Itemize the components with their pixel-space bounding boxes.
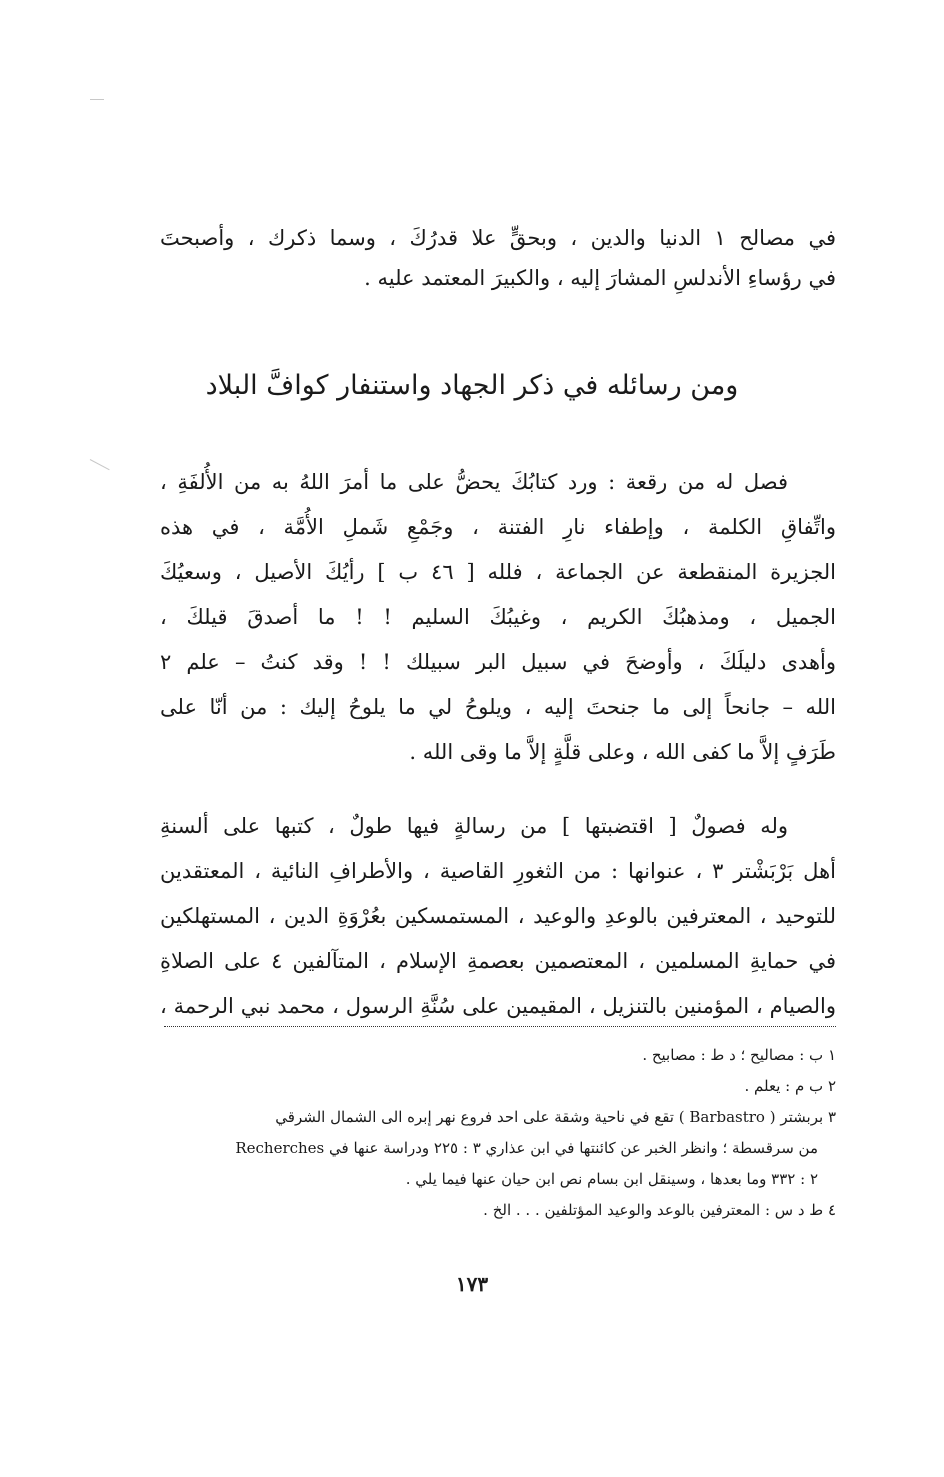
footnotes [156, 1040, 836, 1226]
text-line: الجزيرة المنقطعة عن الجماعة ، فلله [ ٤٦ ب ] رأيُكَ الأصيل ، وسعيُكَ [160, 560, 836, 584]
text-line: واتِّفاقِ الكلمة ، وإطفاء نارِ الفتنة ، وجَمْعِ شَملِ الأُمَّة ، في هذه [160, 515, 836, 539]
text-line: أهل بَرْبَشْتر ٣ ، عنوانها : من الثغورِ القاصية ، والأطرافِ النائية ، المعتقدين [160, 859, 836, 883]
text-line: وله فصولٌ [ اقتضبتها ] من رسالةٍ فيها طولٌ ، كتبها على ألسنةِ [160, 814, 788, 838]
text-line: في رؤساءِ الأندلسِ المشارَ إليه ، والكبيرَ المعتمد عليه . [364, 266, 836, 290]
paragraph [160, 460, 836, 775]
text-line: طَرَفٍ إلاَّ ما كفى الله ، وعلى قلَّةٍ إلاَّ ما وقى الله . [409, 740, 836, 764]
scan-margin-mark [90, 99, 104, 100]
text-line: للتوحيد ، المعترفين بالوعدِ والوعيد ، المستمسكين بعُرْوَةِ الدين ، المستهلكين [160, 904, 836, 928]
top-paragraph [160, 218, 836, 298]
footnote-continuation: من سرقسطة ؛ وانظر الخبر عن كائنتها في ابن عذاري ٣ : ٢٢٥ ودراسة عنها في Recherches [235, 1139, 818, 1157]
footnote: ٣ بربشتر ( Barbastro ) تقع في ناحية وشقة على احد فروع نهر إبره الى الشمال الشرقي [275, 1108, 836, 1126]
text-line: وأهدى دليلَكَ ، وأوضحَ في سبيل البر سبيلك ! ! وقد كنتُ – علم ٢ [160, 650, 836, 674]
page-number: ١٧٣ [455, 1272, 489, 1296]
footnote: ١ ب : مصاليح ؛ د ط : مصابيح . [642, 1046, 836, 1064]
section-heading: ومن رسائله في ذكر الجهاد واستنفار كوافَّ البلاد [205, 370, 739, 401]
text-line: والصيام ، المؤمنين بالتنزيل ، المقيمين على سُنَّةِ الرسول ، محمد نبي الرحمة ، [160, 994, 836, 1018]
text-line: الجميل ، ومذهبُكَ الكريم ، وغيبُكَ السليم ! ! ما أصدقَ قيلكَ ، [160, 605, 836, 629]
text-line: في مصالح ١ الدنيا والدين ، وبحقٍّ علا قدرُكَ ، وسما ذكرك ، وأصبحتَ [160, 226, 836, 250]
footnote: ٤ ط د س : المعترفين بالوعد والوعيد المؤتلفين . . . الخ . [483, 1201, 836, 1219]
paragraph [160, 804, 836, 1029]
text-line: فصل له من رقعة : ورد كتابُكَ يحضُّ على ما أمرَ اللهُ به من الأُلفَةِ ، [160, 470, 788, 494]
scan-margin-mark [90, 459, 110, 470]
footnote: ٢ ب م : يعلم . [744, 1077, 836, 1095]
text-line: في حمايةِ المسلمين ، المعتصمين بعصمةِ الإسلام ، المتآلفين ٤ على الصلاةِ [160, 949, 836, 973]
footnote-divider [164, 1026, 836, 1027]
footnote-continuation: ٢ : ٣٣٢ وما بعدها ، وسينقل ابن بسام نص ابن حيان عنها فيما يلي . [405, 1170, 818, 1188]
text-line: الله – جانحاً إلى ما جنحتَ إليه ، ويلوحُ لي ما يلوحُ إليك : من أنّا على [160, 695, 836, 719]
